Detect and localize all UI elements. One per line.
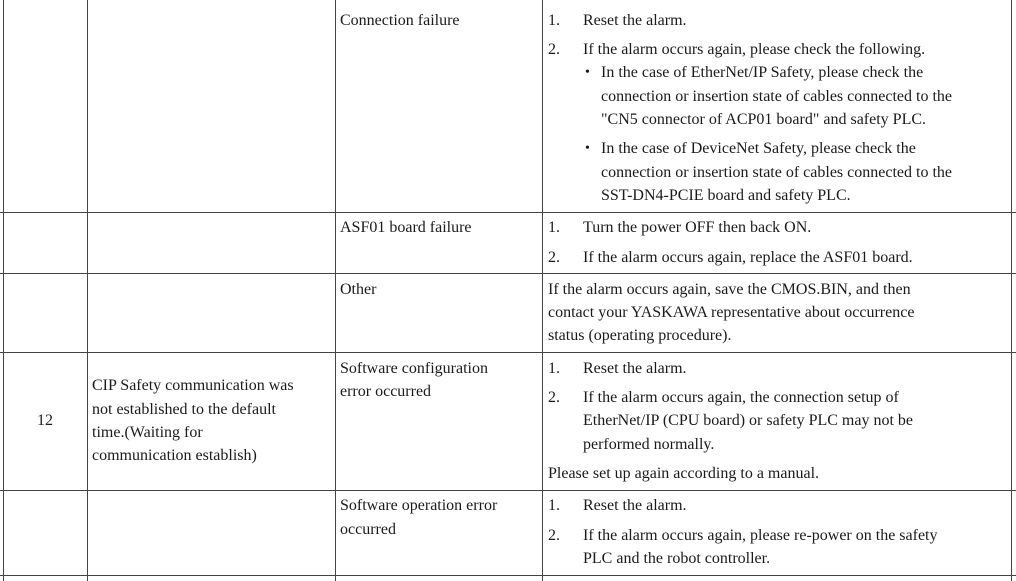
table-border-bottom [0,575,1016,576]
step-number: 2. [548,41,560,58]
remedy-text: If the alarm occurs again, save the CMOS.BIN, and then [548,281,911,298]
error-cell: Software operation error [340,497,498,514]
remedy-step: Reset the alarm. [583,497,687,514]
table-border-left [3,0,4,581]
error-cell: error occurred [340,383,432,400]
alarm-number: 12 [37,412,53,429]
bullet-text: "CN5 connector of ACP01 board" and safety PLC. [601,111,927,128]
bullet-text: In the case of DeviceNet Safety, please check the [601,140,916,157]
bullet-text: connection or insertion state of cables connected to the [601,88,952,105]
remedy-text: status (operating procedure). [548,327,732,344]
error-cell: occurred [340,521,396,538]
column-divider [542,0,543,581]
row-divider [0,273,1016,274]
column-divider [87,0,88,581]
remedy-text: contact your YASKAWA representative about occurrence [548,304,915,321]
table-border-right [1011,0,1012,581]
bullet-marker: • [585,141,590,156]
bullet-text: In the case of EtherNet/IP Safety, please check the [601,64,924,81]
remedy-step: If the alarm occurs again, replace the ASF01 board. [583,249,913,266]
bullet-text: SST-DN4-PCIE board and safety PLC. [601,187,851,204]
row-divider [0,490,1016,491]
step-number: 1. [548,360,560,377]
remedy-step: If the alarm occurs again, please check the following. [583,41,926,58]
remedy-step: Reset the alarm. [583,12,687,29]
step-number: 1. [548,219,560,236]
bullet-marker: • [585,65,590,80]
step-number: 1. [548,12,560,29]
bullet-text: connection or insertion state of cables connected to the [601,164,952,181]
row-divider [0,352,1016,353]
step-number: 2. [548,249,560,266]
remedy-note: Please set up again according to a manual. [548,465,820,482]
remedy-step: Reset the alarm. [583,360,687,377]
error-cell: Other [340,281,377,298]
row-divider [0,212,1016,213]
cause-text: CIP Safety communication was [92,377,294,394]
cause-text: time.(Waiting for [92,424,203,441]
step-number: 2. [548,389,560,406]
error-cell: ASF01 board failure [340,219,472,236]
step-number: 2. [548,527,560,544]
remedy-step: PLC and the robot controller. [583,550,771,567]
error-cell: Software configuration [340,360,488,377]
column-divider [335,0,336,581]
error-cell: Connection failure [340,12,460,29]
remedy-step: Turn the power OFF then back ON. [583,219,812,236]
cause-text: communication establish) [92,447,257,464]
remedy-step: EtherNet/IP (CPU board) or safety PLC may not be [583,412,914,429]
step-number: 1. [548,497,560,514]
remedy-step: performed normally. [583,436,715,453]
remedy-step: If the alarm occurs again, the connection setup of [583,389,899,406]
remedy-step: If the alarm occurs again, please re-power on the safety [583,527,938,544]
cause-text: not established to the default [92,401,276,418]
